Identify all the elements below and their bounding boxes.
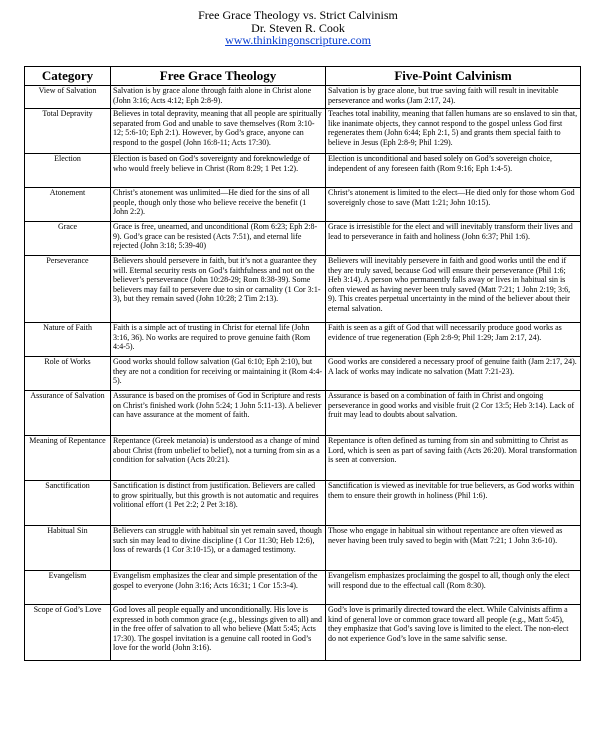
table-row [25,86,581,109]
free-grace-cell: Assurance is based on the promises of God in Scripture and rests on Christ’s finished work (John 5:24; 1 John 5:11-13). A believer can have assurance at the moment of faith. [111,391,326,436]
table-row [25,391,581,436]
free-grace-cell: Believes in total depravity, meaning that all people are spiritually separated from God and unable to save themselves (Rom 3:10-12; 5:6-10; Eph 2:1). However, by God’s grace, anyone can respond to the gospel (John 16:8-11; Acts 17:30). [111,109,326,154]
category-cell: Grace [25,222,111,256]
category-cell: Election [25,154,111,188]
category-cell: Atonement [25,188,111,222]
category-cell: Meaning of Repentance [25,436,111,481]
calvinism-cell: Teaches total inability, meaning that fallen humans are so enslaved to sin that, like inanimate objects, they cannot respond to the gospel unless God first regenerates them (John 6:44; Eph 2:1, 5) and grants them special faith to believe in Jesus (Eph 2:8-9; Phil 1:29). [326,109,581,154]
calvinism-cell: Believers will inevitably persevere in faith and good works until the end if they are truly saved, because God will ensure their perseverance (Phil 1:6; Heb 3:14). A person who permanently falls away or lives in habitual sin is often viewed as having never been truly saved (Matt 7:21; 1 John 2:19; 3:6, 9). This creates perpetual uncertainty in the mind of the believer about their eternal salvation. [326,256,581,323]
table-row [25,109,581,154]
category-cell: Role of Works [25,357,111,391]
category-cell: Habitual Sin [25,526,111,571]
table-row [25,256,581,323]
comparison-table [24,66,581,661]
calvinism-cell: Those who engage in habitual sin without repentance are often viewed as never having been truly saved to begin with (Matt 7:21; 1 John 3:6-10). [326,526,581,571]
document-header [0,9,596,47]
table-row [25,188,581,222]
document-title: Free Grace Theology vs. Strict Calvinism [198,8,398,22]
free-grace-cell: Repentance (Greek metanoia) is understood as a change of mind about Christ (from unbelief to belief), not a turning from sin as a condition for salvation (Acts 20:21). [111,436,326,481]
free-grace-cell: Salvation is by grace alone through faith alone in Christ alone (John 3:16; Acts 4:12; Eph 2:8-9). [111,86,326,109]
calvinism-cell: Salvation is by grace alone, but true saving faith will result in inevitable perseverance and works (Jam 2:17, 24). [326,86,581,109]
table-row [25,357,581,391]
free-grace-cell: Sanctification is distinct from justification. Believers are called to grow spiritually, but this growth is not automatic and requires volitional effort (1 Pet 2:2; 2 Pet 3:18). [111,481,326,526]
table-row [25,436,581,481]
table-row [25,526,581,571]
table-row [25,323,581,357]
column-header-calvinism: Five-Point Calvinism [326,67,581,86]
document-author: Dr. Steven R. Cook [251,20,345,35]
free-grace-cell: Christ’s atonement was unlimited—He died for the sins of all people, though only those who believe receive the benefit (1 John 2:2). [111,188,326,222]
free-grace-cell: Evangelism emphasizes the clear and simple presentation of the gospel to everyone (John 3:16; Acts 16:31; 1 Cor 15:3-4). [111,571,326,605]
free-grace-cell: Good works should follow salvation (Gal 6:10; Eph 2:10), but they are not a condition for receiving or maintaining it (Rom 4:4-5). [111,357,326,391]
category-cell: Evangelism [25,571,111,605]
free-grace-cell: God loves all people equally and unconditionally. His love is expressed in both common grace (e.g., blessings given to all) and in the free offer of salvation to all who believe (Matt 5:45; Acts 17:30). The gospel invitation is a genuine call rooted in God’s love for the world (John 3:16). [111,605,326,661]
free-grace-cell: Believers should persevere in faith, but it’s not a guarantee they will. Eternal security rests on God’s faithfulness and not on the believer’s perseverance (John 10:28-29; Rom 8:38-39). Some believers may fail to persevere due to sin or carnality (1 Cor 3:1-3), but they remain saved (John 10:28; 2 Tim 2:13). [111,256,326,323]
calvinism-cell: Christ’s atonement is limited to the elect—He died only for those whom God sovereignly chose to save (Matt 1:21; John 10:15). [326,188,581,222]
calvinism-cell: Election is unconditional and based solely on God’s sovereign choice, independent of any foreseen faith (Rom 9:16; Eph 1:4-5). [326,154,581,188]
free-grace-cell: Faith is a simple act of trusting in Christ for eternal life (John 3:16, 36). No works are required to prove genuine faith (Rom 4:4-5). [111,323,326,357]
column-header-free-grace: Free Grace Theology [111,67,326,86]
category-cell: Perseverance [25,256,111,323]
calvinism-cell: Assurance is based on a combination of faith in Christ and ongoing perseverance in good works and visible fruit (2 Cor 13:5; Heb 3:14). Lack of fruit may lead to doubts about salvation. [326,391,581,436]
table-row [25,154,581,188]
column-header-category: Category [25,67,111,86]
calvinism-cell: Faith is seen as a gift of God that will necessarily produce good works as evidence of true regeneration (Eph 2:8-9; Phil 1:29; Jam 2:17, 24). [326,323,581,357]
category-cell: Assurance of Salvation [25,391,111,436]
calvinism-cell: Repentance is often defined as turning from sin and submitting to Christ as Lord, which is seen as part of saving faith (Acts 26:20). Moral transformation is seen at conversion. [326,436,581,481]
free-grace-cell: Election is based on God’s sovereignty and foreknowledge of who would freely believe in Christ (Rom 8:29; 1 Pet 1:2). [111,154,326,188]
category-cell: Total Depravity [25,109,111,154]
table-body [25,86,581,661]
website-link[interactable]: www.thinkingonscripture.com [225,33,371,47]
calvinism-cell: Sanctification is viewed as inevitable for true believers, as God works within them to ensure their growth in holiness (Phil 1:6). [326,481,581,526]
calvinism-cell: Grace is irresistible for the elect and will inevitably transform their lives and lead to perseverance in faith and holiness (John 6:37; Phil 1:6). [326,222,581,256]
table-header-row [25,67,581,86]
category-cell: Nature of Faith [25,323,111,357]
category-cell: Scope of God’s Love [25,605,111,661]
free-grace-cell: Believers can struggle with habitual sin yet remain saved, though such sin may lead to divine discipline (1 Cor 11:30; Heb 12:6), loss of rewards (1 Cor 3:10-15), or a damaged testimony. [111,526,326,571]
calvinism-cell: God’s love is primarily directed toward the elect. While Calvinists affirm a kind of general love or common grace toward all people (e.g., Matt 5:45), they emphasize that God’s saving love is limited to the elect. The non-elect do not experience God’s love in the same salvific sense. [326,605,581,661]
table-row [25,222,581,256]
table-row [25,605,581,661]
table-row [25,571,581,605]
category-cell: Sanctification [25,481,111,526]
calvinism-cell: Good works are considered a necessary proof of genuine faith (Jam 2:17, 24). A lack of works may indicate no salvation (Matt 7:21-23). [326,357,581,391]
category-cell: View of Salvation [25,86,111,109]
calvinism-cell: Evangelism emphasizes proclaiming the gospel to all, though only the elect will respond due to the effectual call (Rom 8:30). [326,571,581,605]
free-grace-cell: Grace is free, unearned, and unconditional (Rom 6:23; Eph 2:8-9). God’s grace can be resisted (Acts 7:51), and eternal life rejected (John 3:18; 5:39-40) [111,222,326,256]
table-row [25,481,581,526]
